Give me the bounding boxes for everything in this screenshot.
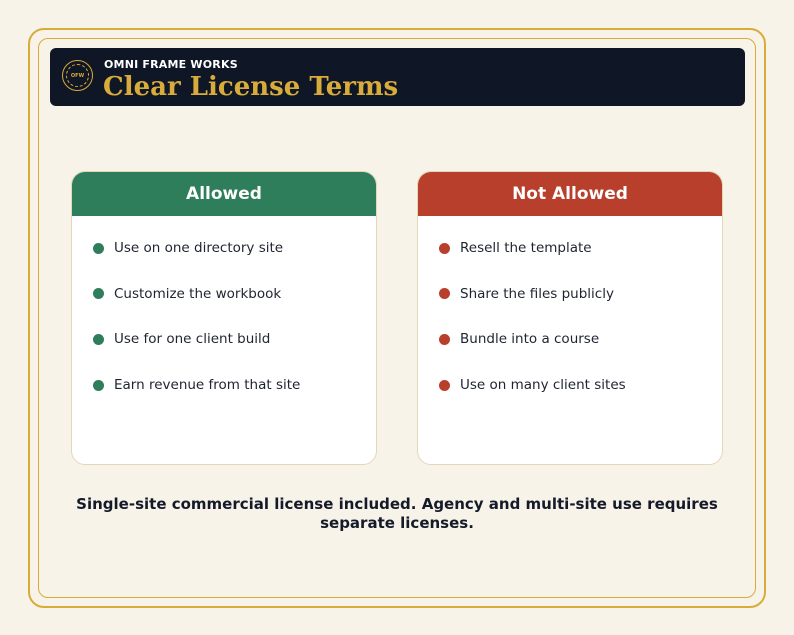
green-dot-icon: [93, 243, 104, 254]
logo-text: OFW: [66, 64, 89, 87]
red-dot-icon: [439, 243, 450, 254]
not-allowed-card: [417, 171, 723, 465]
list-item: [439, 284, 722, 304]
list-item-label: Bundle into a course: [460, 331, 600, 348]
list-item-label: Use for one client build: [114, 331, 271, 348]
allowed-list: [72, 216, 376, 395]
list-item: [439, 238, 722, 258]
list-item-label: Use on one directory site: [114, 240, 284, 256]
allowed-card-title: Allowed: [72, 172, 376, 216]
list-item-label: Share the files publicly: [460, 285, 614, 302]
list-item: [439, 329, 722, 349]
red-dot-icon: [439, 380, 450, 391]
list-item: [93, 238, 376, 258]
green-dot-icon: [93, 380, 104, 391]
green-dot-icon: [93, 334, 104, 345]
list-item: [93, 375, 376, 395]
list-item-label: Use on many client sites: [460, 377, 626, 394]
list-item: [439, 375, 722, 395]
page-title: Clear License Terms: [103, 72, 399, 102]
red-dot-icon: [439, 334, 450, 345]
brand-name: OMNI FRAME WORKS: [104, 58, 238, 71]
green-dot-icon: [93, 288, 104, 299]
allowed-card: [71, 171, 377, 465]
not-allowed-card-title: Not Allowed: [418, 172, 722, 216]
red-dot-icon: [439, 288, 450, 299]
not-allowed-list: [418, 216, 722, 395]
list-item: [93, 329, 376, 349]
brand-logo-icon: [62, 60, 93, 91]
list-item-label: Customize the workbook: [114, 285, 282, 302]
license-footer-note: Single-site commercial license included. Agency and multi-site use requires separate licenses.: [76, 495, 718, 532]
list-item-label: Resell the template: [460, 240, 592, 256]
list-item-label: Earn revenue from that site: [114, 377, 301, 394]
list-item: [93, 284, 376, 304]
header-banner: [50, 48, 745, 106]
